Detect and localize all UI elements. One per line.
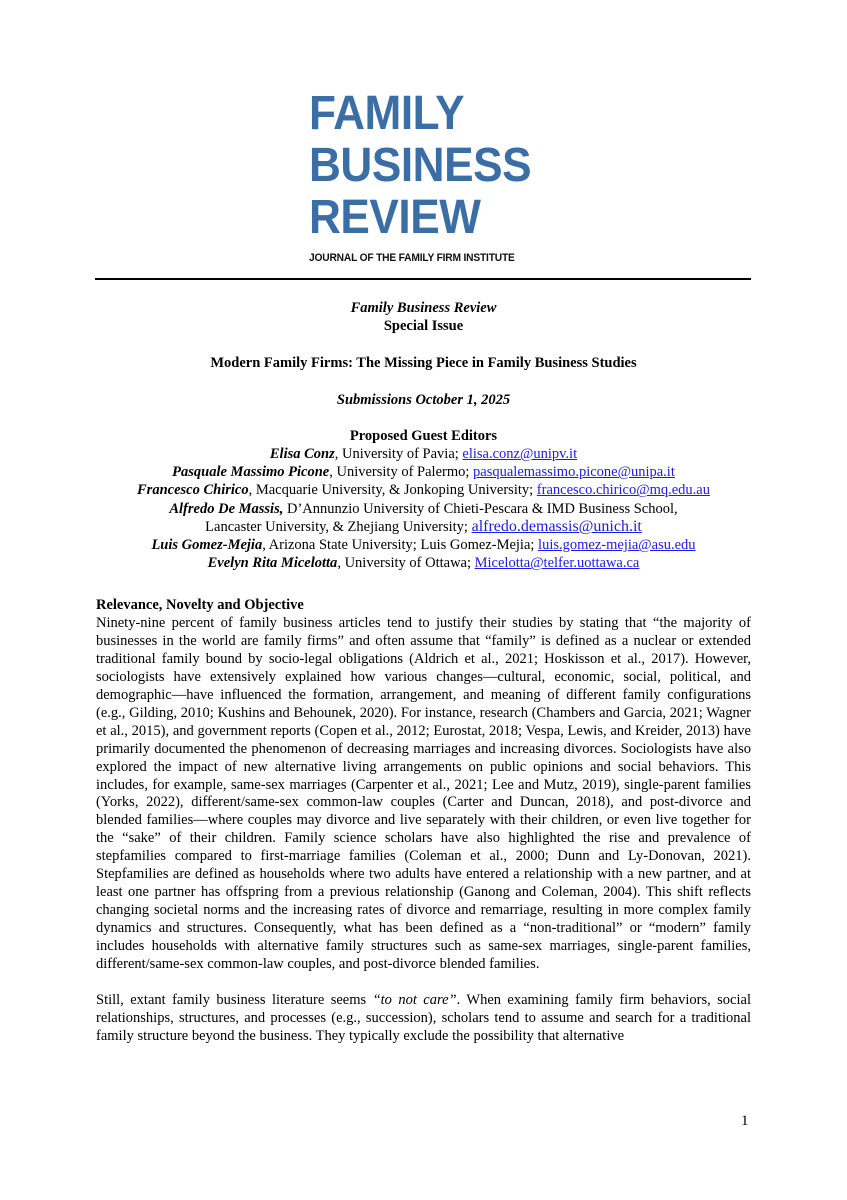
logo-subtitle: JOURNAL OF THE FAMILY FIRM INSTITUTE (309, 252, 515, 264)
logo-line-review: REVIEW (309, 191, 481, 244)
editor-email-link[interactable]: elisa.conz@unipv.it (462, 446, 578, 462)
special-issue-title: Modern Family Firms: The Missing Piece in Family Business Studies (210, 355, 637, 371)
submission-deadline: Submissions October 1, 2025 (336, 392, 511, 408)
editor-email-link[interactable]: francesco.chirico@mq.edu.au (536, 482, 710, 499)
editor-name: Elisa Conz (269, 446, 335, 462)
paragraph: Ninety-nine percent of family business articles tend to justify their studies by stating that “the majority of businesses in the world are family firms” and often assume that “family” is defined as a nuclear or extended traditional family bound by socio-legal obligations (Aldrich et al., 2021; Hoskisson et al., 2017). However, sociologists have extensively explained how various changes—cultural, economic, social, political, and demographic—have influenced the formation, arrangement, and meaning of different family configurations (e.g., Gilding, 2010; Kushins and Behounek, 2020). For instance, research (Chambers and Garcia, 2021; Wagner et al., 2015), and government reports (Copen et al., 2012; Eurostat, 2018; Vespa, Lewis, and Kreider, 2013) have primarily documented the phenomenon of decreasing marriages and increasing divorces. Sociologists have also explored the impact of new alternative living arrangements on public opinions and social behaviors. This includes, for example, same-sex marriages (Carpenter et al., 2021; Lee and Mutz, 2019), single-parent families (Yorks, 2022), different/same-sex common-law couples (Carter and Duncan, 2018), and post-divorce and blended families—where couples may divorce and live separately with their children, or even live together for the “sake” of their children. Family science scholars have also highlighted the rise and prevalence of stepfamilies compared to first-marriage families (Coleman et al., 2000; Dunn and Ly-Donovan, 2021). Stepfamilies are defined as households where two adults have entered a relationship with a new partner, and at least one partner has offspring from a previous relationship (Ganong and Coleman, 2004). This shift reflects changing societal norms and the increasing rates of divorce and remarriage, resulting in more complex family dynamics and structures. Consequently, what has been defined as a “non-traditional” or “modern” family includes households with alternative family structures such as same-sex marriages, single-parent families, different/same-sex common-law couples, and post-divorce blended families. (96, 614, 751, 973)
logo-line-family: FAMILY (309, 87, 465, 140)
editor-name: Luis Gomez-Mejia (151, 537, 263, 554)
header-divider (95, 278, 751, 280)
editor-email-link[interactable]: luis.gomez-mejia@asu.edu (538, 537, 696, 554)
editor-affiliation: , Arizona State University; Luis Gomez-Mejia; (262, 537, 539, 554)
page-number: 1 (741, 1113, 749, 1129)
editor-name: Pasquale Massimo Picone (172, 464, 330, 481)
editor-affiliation: D’Annunzio University of Chieti-Pescara & IMD Business School, (283, 500, 678, 517)
journal-logo (309, 88, 549, 264)
paragraph (96, 992, 751, 1046)
editor-affiliation: , University of Pavia; (334, 446, 463, 462)
editor-affiliation: , University of Palermo; (329, 464, 474, 481)
editor-name: Evelyn Rita Micelotta (207, 555, 338, 572)
issue-type: Special Issue (383, 318, 464, 334)
section-heading: Relevance, Novelty and Objective (96, 597, 304, 613)
editors-heading: Proposed Guest Editors (349, 428, 498, 444)
editor-entry (60, 445, 787, 463)
editor-entry (60, 463, 787, 481)
journal-name: Family Business Review (350, 300, 497, 316)
editor-name: Alfredo De Massis, (169, 500, 284, 517)
paragraph-text: Still, extant family business literature seems (96, 992, 373, 1009)
editor-affiliation: , University of Ottawa; (337, 555, 475, 572)
editor-email-link[interactable]: Micelotta@telfer.uottawa.ca (474, 555, 640, 572)
editor-entry (60, 481, 787, 499)
editor-name: Francesco Chirico (137, 482, 249, 499)
editor-entry (60, 554, 787, 572)
editor-affiliation: Lancaster University, & Zhejiang University; (205, 518, 472, 535)
editor-email-link[interactable]: alfredo.demassis@unich.it (471, 517, 642, 535)
body-text (96, 597, 751, 1046)
editor-email-link[interactable]: pasqualemassimo.picone@unipa.it (473, 464, 675, 481)
logo-line-business: BUSINESS (309, 139, 532, 192)
editor-entry-continued (60, 518, 787, 536)
emphasized-quote: “to not care” (372, 992, 457, 1009)
editor-affiliation: , Macquarie University, & Jonkoping University; (248, 482, 537, 499)
paragraph-text: . When examining family firm behaviors, social relationships, structures, and processes (e.g., succession), scholars tend to assume and search for a traditional family structure beyond the business. They typically exclude the possibility that alternative (96, 992, 751, 1044)
editor-entry (60, 500, 787, 518)
editors-list (60, 445, 787, 572)
editor-entry (60, 536, 787, 554)
